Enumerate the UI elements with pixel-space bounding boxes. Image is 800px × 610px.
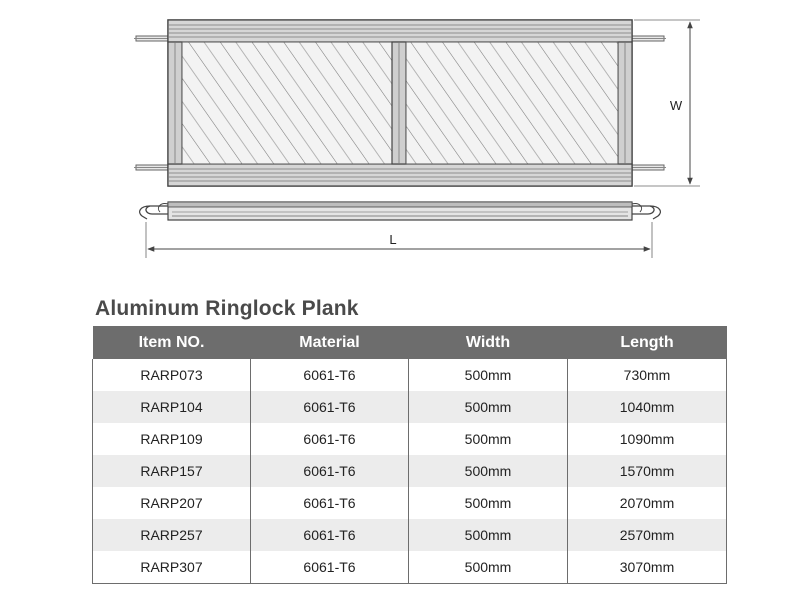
cell-length: 2570mm — [568, 519, 727, 551]
cell-material: 6061-T6 — [251, 551, 409, 584]
header-length: Length — [568, 326, 727, 359]
cell-length: 2070mm — [568, 487, 727, 519]
cell-length: 1040mm — [568, 391, 727, 423]
cell-length: 1570mm — [568, 455, 727, 487]
plank-side-view — [140, 202, 661, 220]
cell-width: 500mm — [409, 519, 568, 551]
table-row — [93, 551, 727, 584]
cell-material: 6061-T6 — [251, 519, 409, 551]
header-row — [93, 326, 727, 359]
table-row — [93, 519, 727, 551]
hook-tab-right-bottom — [632, 165, 666, 170]
bottom-rail — [168, 164, 632, 186]
length-dimension — [146, 222, 652, 258]
cell-length: 730mm — [568, 359, 727, 391]
hook-left-side — [140, 206, 168, 219]
cell-item-no: RARP207 — [93, 487, 251, 519]
cell-item-no: RARP073 — [93, 359, 251, 391]
cell-item-no: RARP307 — [93, 551, 251, 584]
header-item-no: Item NO. — [93, 326, 251, 359]
width-label: W — [669, 98, 683, 113]
deck-panel-right — [406, 42, 618, 164]
cell-width: 500mm — [409, 359, 568, 391]
cell-material: 6061-T6 — [251, 391, 409, 423]
table-row — [93, 487, 727, 519]
cell-item-no: RARP109 — [93, 423, 251, 455]
cell-width: 500mm — [409, 487, 568, 519]
cell-material: 6061-T6 — [251, 423, 409, 455]
cell-material: 6061-T6 — [251, 455, 409, 487]
table-row — [93, 423, 727, 455]
deck-panel-left — [182, 42, 392, 164]
header-material: Material — [251, 326, 409, 359]
table-title: Aluminum Ringlock Plank — [95, 297, 359, 320]
top-rail — [168, 20, 632, 42]
cell-length: 3070mm — [568, 551, 727, 584]
cell-width: 500mm — [409, 423, 568, 455]
hook-tab-left-top — [134, 36, 168, 41]
width-dimension — [634, 20, 700, 186]
hook-tab-right-top — [632, 36, 666, 41]
cell-material: 6061-T6 — [251, 487, 409, 519]
cell-width: 500mm — [409, 455, 568, 487]
cell-width: 500mm — [409, 391, 568, 423]
cell-width: 500mm — [409, 551, 568, 584]
length-label: L — [389, 232, 397, 247]
cell-material: 6061-T6 — [251, 359, 409, 391]
cell-item-no: RARP257 — [93, 519, 251, 551]
hook-right-side — [632, 206, 660, 219]
cell-item-no: RARP157 — [93, 455, 251, 487]
table-row — [93, 359, 727, 391]
plank-technical-drawing — [0, 0, 800, 290]
hook-tab-left-bottom — [134, 165, 168, 170]
table-row — [93, 391, 727, 423]
spec-table — [92, 326, 727, 584]
cell-item-no: RARP104 — [93, 391, 251, 423]
header-width: Width — [409, 326, 568, 359]
table-row — [93, 455, 727, 487]
cell-length: 1090mm — [568, 423, 727, 455]
plank-top-view — [134, 20, 666, 186]
